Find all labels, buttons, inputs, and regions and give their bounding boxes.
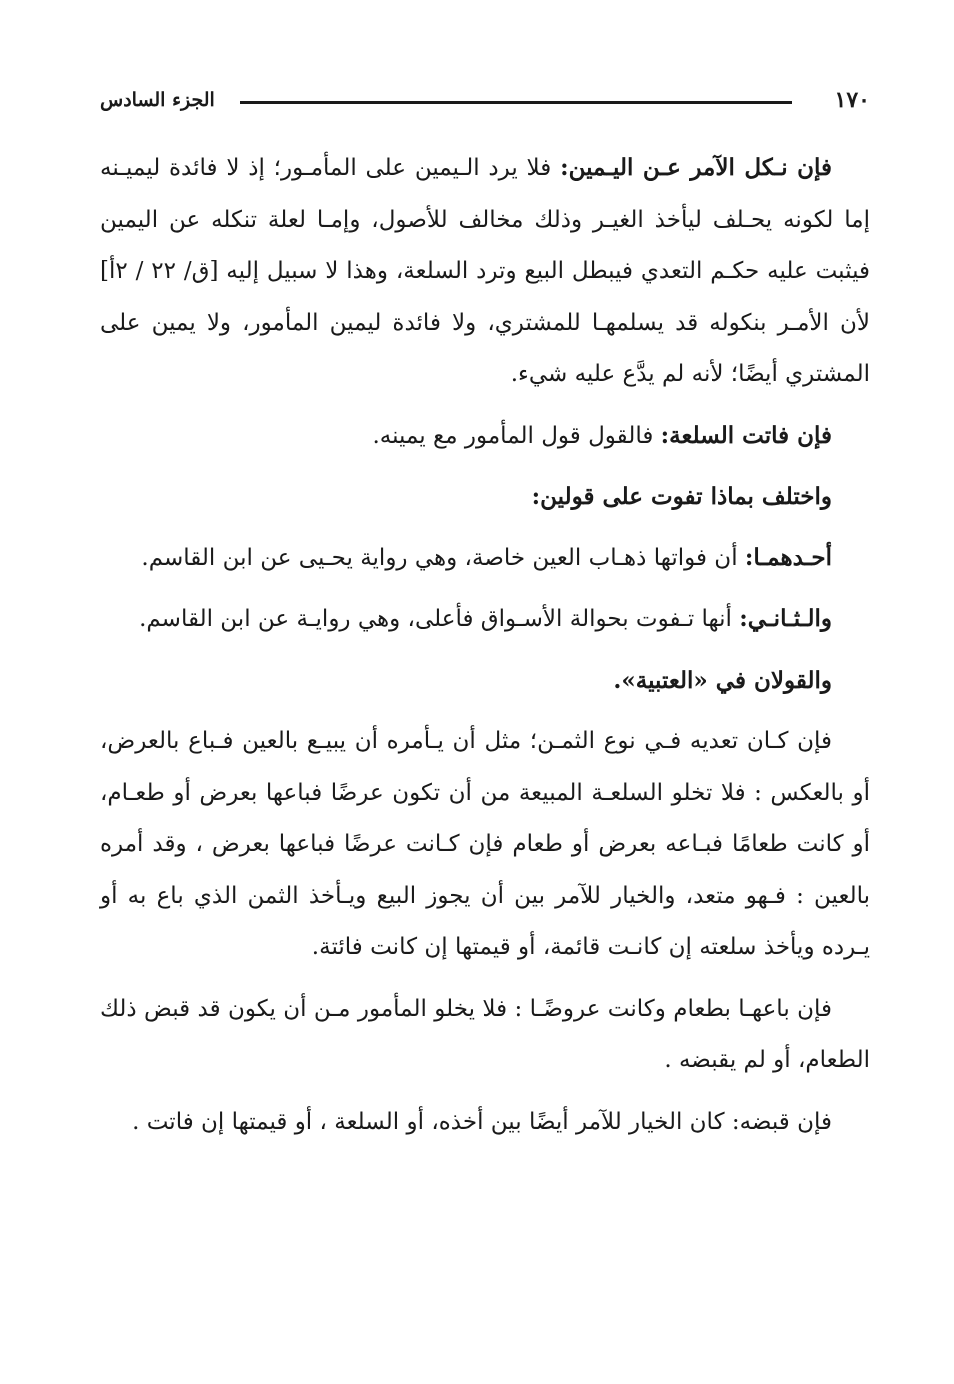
paragraph (100, 410, 870, 463)
paragraph (100, 532, 870, 585)
paragraph-text: فلا يرد الـيمين على المأمـور؛ إذ لا فائدة ليميـنه إما لكونه يحـلف ليأخذ الغيـر وذلك مخالف للأصول، وإمـا لعلة تنكله عن اليمين فيثبت عليه حكـم التعدي فيبطل البيع وترد السلعة، وهذا لا سبيل إليه [ق/ ٢٢ / ٢أ] لأن الأمـر بنكوله قد يسلمهـا للمشتري، ولا فائدة ليمين المأمور، ولا يمين على المشتري أيضًا؛ لأنه لم يدَّع عليه شيء. (100, 155, 871, 387)
page-header (100, 78, 870, 122)
paragraph (100, 715, 870, 974)
paragraph (100, 983, 870, 1087)
paragraph-text: أنها تـفوت بحوالة الأسـواق فأعلى، وهي روايـة عن ابن القاسم. (139, 606, 740, 632)
paragraph-text: فإن باعهـا بطعام وكانت عروضًـا : فلا يخلو المأمور مـن أن يكون قد قبض ذلك الطعام، أو لم يقبضه . (100, 995, 870, 1073)
book-page (100, 78, 870, 1328)
paragraph-text: فإن كـان تعديه فـي نوع الثمـن؛ مثل أن يـأمره أن يبيـع بالعين فـباع بالعرض، أو بالعكس : فلا تخلو السلعـة المبيعة من أن تكون عرضًا فباعها بعرض أو طعـام، أو كانت طعامًا فبـاعه بعرض أو طعام فإن كـانت عرضًا فباعها بعرض ، وقد أمره بالعين : فـهو متعد، والخيار للآمر بين أن يجوز البيع ويـأخذ الثمن الذي باع به أو يـرده ويأخذ سلعته إن كانـت قائمة، أو قيمتها إن كانت فائتة. (100, 728, 870, 960)
paragraph-text: فالقول قول المأمور مع يمينه. (372, 422, 661, 449)
paragraph-text: أن فواتها ذهـاب العين خاصة، وهي رواية يحـيى عن ابن القاسم. (141, 544, 745, 571)
paragraph (100, 1096, 870, 1149)
paragraph-lead: فإن فاتت السلعة: (660, 421, 832, 449)
paragraph-lead: والقولان في «العتبية». (613, 666, 832, 694)
running-title: الجزء السادس (100, 89, 215, 111)
paragraph-lead: فإن نـكل الآمر عـن اليـمين: (560, 154, 832, 181)
paragraph (100, 142, 870, 401)
paragraph (100, 593, 870, 646)
paragraph-lead: والـثـانـي: (739, 605, 832, 632)
body-text (100, 142, 870, 1148)
header-rule (240, 101, 792, 104)
paragraph-text: فإن قبضه: كان الخيار للآمر أيضًا بين أخذه، أو السلعة ، أو قيمتها إن فاتت . (132, 1108, 832, 1135)
paragraph-lead: أحـدهمـا: (744, 543, 832, 571)
paragraph (100, 471, 870, 523)
page-number: ١٧٠ (834, 87, 870, 113)
paragraph (100, 655, 870, 707)
paragraph-lead: واختلف بماذا تفوت على قولين: (531, 483, 832, 510)
